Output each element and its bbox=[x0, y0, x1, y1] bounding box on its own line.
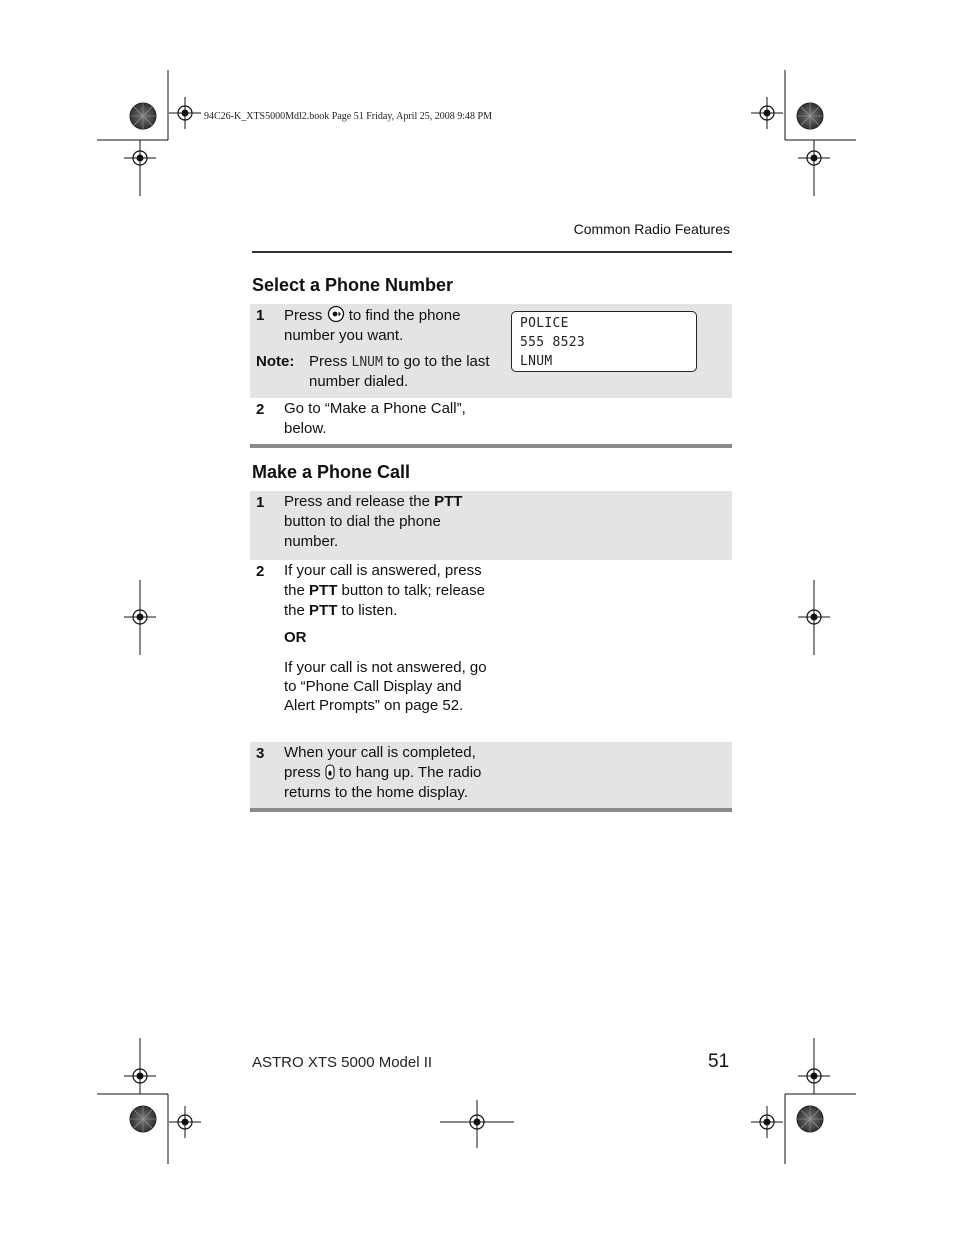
header-rule bbox=[252, 251, 732, 253]
step-row-1 bbox=[250, 304, 732, 398]
ptt-label: PTT bbox=[309, 602, 338, 619]
display-line-1: POLICE bbox=[520, 316, 569, 331]
ptt-label: PTT bbox=[434, 493, 463, 510]
step-number: 3 bbox=[256, 745, 265, 762]
step-text-part: to find the phone number you want. bbox=[284, 307, 461, 344]
step-number: 1 bbox=[256, 494, 265, 511]
step-number: 1 bbox=[256, 307, 265, 324]
display-line-2: 555 8523 bbox=[520, 335, 586, 350]
steps-table-select-phone-number bbox=[250, 304, 732, 448]
running-head: Common Radio Features bbox=[573, 221, 730, 237]
or-label: OR bbox=[284, 629, 307, 646]
note-text bbox=[309, 352, 499, 391]
section-title-select-phone-number: Select a Phone Number bbox=[252, 275, 454, 295]
step-text-part: button to talk; release the bbox=[284, 582, 485, 619]
radio-display bbox=[511, 311, 697, 372]
home-button-icon bbox=[325, 764, 335, 780]
step-text-part: If your call is answered, press the bbox=[284, 562, 482, 599]
step-text-part: button to dial the phone number. bbox=[284, 513, 441, 550]
step-row-1 bbox=[250, 491, 732, 560]
table-bottom-rule bbox=[250, 444, 732, 448]
step-text-part: Press bbox=[284, 307, 323, 324]
step-row-2 bbox=[250, 398, 732, 444]
nav-button-icon bbox=[327, 305, 345, 323]
step-text-part: to hang up. The radio returns to the home display. bbox=[284, 764, 482, 801]
page-number: 51 bbox=[708, 1051, 730, 1072]
footer-product-name: ASTRO XTS 5000 Model II bbox=[252, 1054, 433, 1071]
step-text-part: to listen. bbox=[337, 602, 398, 619]
step-text-part: When your call is completed, press bbox=[284, 744, 476, 781]
step-text-part: Press and release the bbox=[284, 493, 435, 510]
step-text bbox=[284, 743, 494, 803]
note-label: Note: bbox=[256, 353, 295, 370]
softkey-lnum: LNUM bbox=[351, 355, 383, 370]
ptt-label: PTT bbox=[309, 582, 338, 599]
step-text bbox=[284, 492, 494, 552]
section-title-make-phone-call: Make a Phone Call bbox=[252, 462, 411, 482]
step-number: 2 bbox=[256, 563, 265, 580]
step-row-3 bbox=[250, 742, 732, 808]
step-text bbox=[284, 561, 494, 621]
table-bottom-rule bbox=[250, 808, 732, 812]
book-info-line: 94C26-K_XTS5000Mdl2.book Page 51 Friday, April 25, 2008 9:48 PM bbox=[204, 111, 492, 122]
step-text bbox=[284, 305, 494, 346]
step-text: Go to “Make a Phone Call”, below. bbox=[284, 400, 466, 437]
note-text-part: Press bbox=[309, 353, 348, 370]
step-alt-text: If your call is not answered, go to “Phone Call Display and Alert Prompts” on page 52. bbox=[284, 659, 487, 714]
display-line-3: LNUM bbox=[520, 354, 553, 369]
step-row-2 bbox=[250, 560, 732, 742]
step-number: 2 bbox=[256, 401, 265, 418]
steps-table-make-phone-call bbox=[250, 491, 732, 812]
note-text-part: to go to the last number dialed. bbox=[309, 353, 490, 390]
